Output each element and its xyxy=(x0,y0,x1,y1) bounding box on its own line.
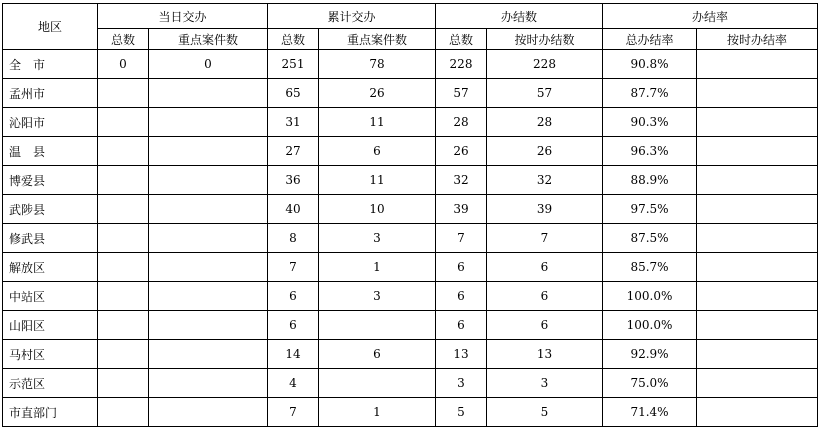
header-completed-on-time: 按时办结数 xyxy=(487,29,603,50)
cell-region: 修武县 xyxy=(3,224,98,253)
cell-cumulative-key: 10 xyxy=(319,195,436,224)
cell-daily-key: 0 xyxy=(149,50,268,79)
cell-completed-on-time: 39 xyxy=(487,195,603,224)
cell-completed-on-time: 3 xyxy=(487,369,603,398)
cell-on-time-rate xyxy=(697,137,818,166)
cell-on-time-rate xyxy=(697,50,818,79)
cell-completed-on-time: 6 xyxy=(487,253,603,282)
table-row xyxy=(3,340,818,369)
table-row xyxy=(3,166,818,195)
cell-total-rate: 87.5% xyxy=(603,224,697,253)
header-cumulative-key-cases: 重点案件数 xyxy=(319,29,436,50)
cell-daily-total xyxy=(98,369,149,398)
table-row xyxy=(3,137,818,166)
cell-cumulative-total: 40 xyxy=(268,195,319,224)
cell-total-rate: 71.4% xyxy=(603,398,697,427)
cell-daily-total xyxy=(98,282,149,311)
table-row xyxy=(3,224,818,253)
cell-completed-on-time: 7 xyxy=(487,224,603,253)
header-completion-rate: 办结率 xyxy=(603,4,818,29)
cell-cumulative-key: 26 xyxy=(319,79,436,108)
cell-completed-total: 6 xyxy=(436,311,487,340)
cell-total-rate: 85.7% xyxy=(603,253,697,282)
cell-cumulative-key: 1 xyxy=(319,398,436,427)
cell-region: 孟州市 xyxy=(3,79,98,108)
cell-cumulative-total: 251 xyxy=(268,50,319,79)
header-daily-total: 总数 xyxy=(98,29,149,50)
cell-region: 解放区 xyxy=(3,253,98,282)
cell-on-time-rate xyxy=(697,108,818,137)
cell-region: 山阳区 xyxy=(3,311,98,340)
cell-completed-total: 28 xyxy=(436,108,487,137)
cell-completed-total: 32 xyxy=(436,166,487,195)
cell-cumulative-key: 1 xyxy=(319,253,436,282)
cell-completed-total: 7 xyxy=(436,224,487,253)
header-row-groups xyxy=(3,4,818,29)
table-row xyxy=(3,79,818,108)
cell-cumulative-key xyxy=(319,311,436,340)
cell-on-time-rate xyxy=(697,282,818,311)
cell-daily-key xyxy=(149,224,268,253)
cell-daily-total xyxy=(98,253,149,282)
cell-region: 中站区 xyxy=(3,282,98,311)
cell-cumulative-key: 78 xyxy=(319,50,436,79)
cell-daily-key xyxy=(149,282,268,311)
cell-daily-key xyxy=(149,398,268,427)
table-row xyxy=(3,253,818,282)
header-daily-assigned: 当日交办 xyxy=(98,4,268,29)
cell-cumulative-total: 31 xyxy=(268,108,319,137)
header-completed: 办结数 xyxy=(436,4,603,29)
cell-total-rate: 96.3% xyxy=(603,137,697,166)
cell-region: 温 县 xyxy=(3,137,98,166)
cell-completed-total: 26 xyxy=(436,137,487,166)
cell-region: 市直部门 xyxy=(3,398,98,427)
cell-daily-total xyxy=(98,340,149,369)
cell-daily-total xyxy=(98,311,149,340)
table-row xyxy=(3,311,818,340)
header-completed-total: 总数 xyxy=(436,29,487,50)
cell-daily-total: 0 xyxy=(98,50,149,79)
cell-completed-on-time: 6 xyxy=(487,311,603,340)
header-region: 地区 xyxy=(3,4,98,50)
cell-daily-total xyxy=(98,79,149,108)
cell-cumulative-total: 6 xyxy=(268,311,319,340)
table-row xyxy=(3,50,818,79)
cell-daily-key xyxy=(149,369,268,398)
cell-cumulative-total: 6 xyxy=(268,282,319,311)
cell-on-time-rate xyxy=(697,340,818,369)
cell-on-time-rate xyxy=(697,253,818,282)
header-total-completion-rate: 总办结率 xyxy=(603,29,697,50)
cell-cumulative-total: 7 xyxy=(268,253,319,282)
cell-region: 武陟县 xyxy=(3,195,98,224)
cell-completed-total: 13 xyxy=(436,340,487,369)
table-row xyxy=(3,108,818,137)
cell-total-rate: 90.8% xyxy=(603,50,697,79)
table-row xyxy=(3,369,818,398)
cell-cumulative-total: 27 xyxy=(268,137,319,166)
cell-on-time-rate xyxy=(697,369,818,398)
cell-total-rate: 88.9% xyxy=(603,166,697,195)
cell-cumulative-key: 6 xyxy=(319,137,436,166)
cell-completed-total: 3 xyxy=(436,369,487,398)
cell-region: 沁阳市 xyxy=(3,108,98,137)
cell-daily-total xyxy=(98,398,149,427)
cell-daily-key xyxy=(149,253,268,282)
cell-cumulative-total: 65 xyxy=(268,79,319,108)
cell-completed-total: 228 xyxy=(436,50,487,79)
header-cumulative-assigned: 累计交办 xyxy=(268,4,436,29)
cell-completed-on-time: 5 xyxy=(487,398,603,427)
cell-region: 示范区 xyxy=(3,369,98,398)
cell-completed-on-time: 28 xyxy=(487,108,603,137)
cell-completed-on-time: 26 xyxy=(487,137,603,166)
cell-cumulative-key: 3 xyxy=(319,282,436,311)
case-statistics-table xyxy=(2,3,818,427)
cell-cumulative-key: 3 xyxy=(319,224,436,253)
cell-on-time-rate xyxy=(697,195,818,224)
cell-on-time-rate xyxy=(697,79,818,108)
cell-completed-total: 6 xyxy=(436,253,487,282)
header-daily-key-cases: 重点案件数 xyxy=(149,29,268,50)
table-row xyxy=(3,195,818,224)
cell-daily-total xyxy=(98,137,149,166)
cell-daily-key xyxy=(149,311,268,340)
cell-total-rate: 100.0% xyxy=(603,311,697,340)
cell-total-rate: 97.5% xyxy=(603,195,697,224)
cell-on-time-rate xyxy=(697,224,818,253)
cell-daily-key xyxy=(149,340,268,369)
cell-region: 博爱县 xyxy=(3,166,98,195)
cell-completed-on-time: 32 xyxy=(487,166,603,195)
cell-daily-total xyxy=(98,108,149,137)
cell-completed-on-time: 13 xyxy=(487,340,603,369)
cell-cumulative-total: 14 xyxy=(268,340,319,369)
cell-completed-total: 57 xyxy=(436,79,487,108)
cell-completed-on-time: 57 xyxy=(487,79,603,108)
cell-daily-total xyxy=(98,166,149,195)
cell-completed-total: 39 xyxy=(436,195,487,224)
cell-daily-key xyxy=(149,137,268,166)
cell-completed-on-time: 228 xyxy=(487,50,603,79)
cell-cumulative-total: 7 xyxy=(268,398,319,427)
cell-total-rate: 90.3% xyxy=(603,108,697,137)
cell-total-rate: 87.7% xyxy=(603,79,697,108)
cell-daily-key xyxy=(149,166,268,195)
cell-cumulative-total: 4 xyxy=(268,369,319,398)
cell-on-time-rate xyxy=(697,166,818,195)
cell-cumulative-key: 11 xyxy=(319,108,436,137)
header-row-sub xyxy=(3,29,818,50)
cell-total-rate: 75.0% xyxy=(603,369,697,398)
cell-daily-total xyxy=(98,224,149,253)
header-on-time-completion-rate: 按时办结率 xyxy=(697,29,818,50)
cell-region: 全 市 xyxy=(3,50,98,79)
table-row xyxy=(3,282,818,311)
cell-region: 马村区 xyxy=(3,340,98,369)
cell-cumulative-key xyxy=(319,369,436,398)
cell-completed-on-time: 6 xyxy=(487,282,603,311)
cell-on-time-rate xyxy=(697,398,818,427)
cell-cumulative-total: 36 xyxy=(268,166,319,195)
header-cumulative-total: 总数 xyxy=(268,29,319,50)
cell-completed-total: 5 xyxy=(436,398,487,427)
report-table-container xyxy=(2,3,818,427)
cell-total-rate: 100.0% xyxy=(603,282,697,311)
cell-cumulative-total: 8 xyxy=(268,224,319,253)
cell-on-time-rate xyxy=(697,311,818,340)
cell-cumulative-key: 11 xyxy=(319,166,436,195)
cell-cumulative-key: 6 xyxy=(319,340,436,369)
cell-daily-key xyxy=(149,79,268,108)
cell-daily-key xyxy=(149,195,268,224)
cell-total-rate: 92.9% xyxy=(603,340,697,369)
cell-daily-total xyxy=(98,195,149,224)
table-row xyxy=(3,398,818,427)
cell-daily-key xyxy=(149,108,268,137)
cell-completed-total: 6 xyxy=(436,282,487,311)
